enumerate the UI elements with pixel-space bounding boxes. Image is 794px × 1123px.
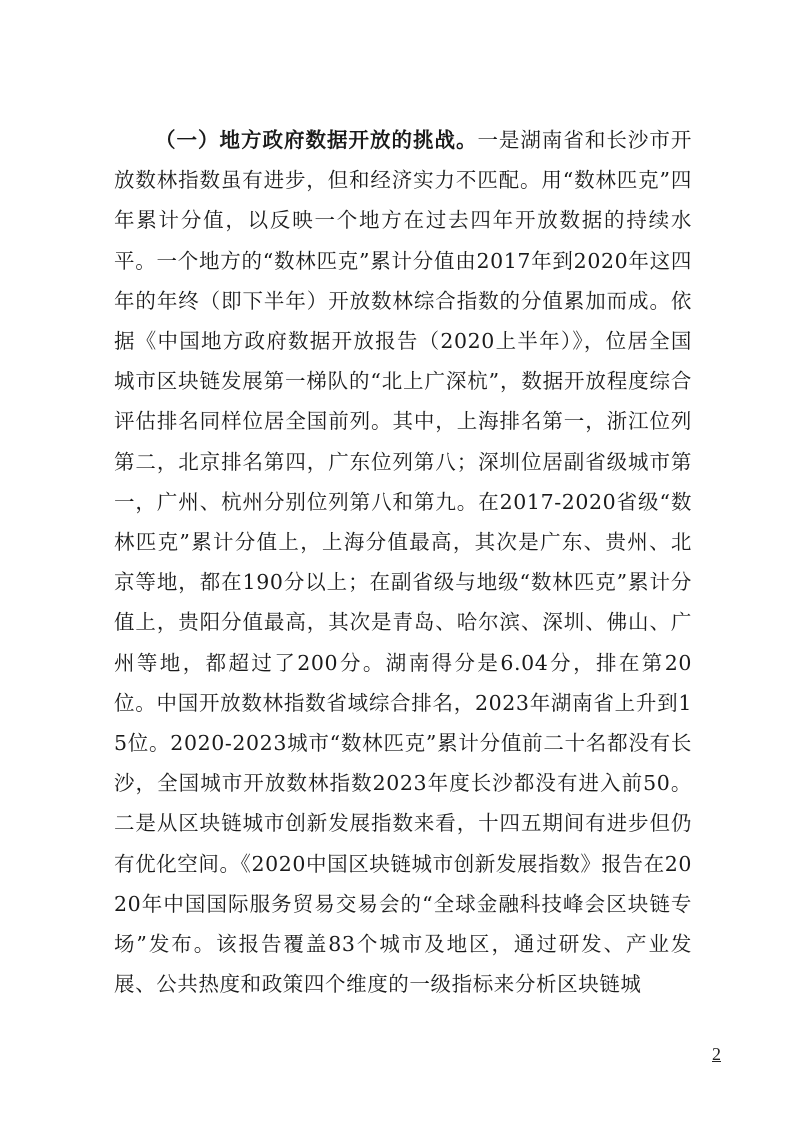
paragraph-text: 一是湖南省和长沙市开放数林指数虽有进步，但和经济实力不匹配。用“数林匹克”四年累计分值，以反映一个地方在过去四年开放数据的持续水平。一个地方的“数林匹克”累计分值由2017年到2020年这四年的年终（即下半年）开放数林综合指数的分值累加而成。依据《中国地方政府数据开放报告（2020上半年）》，位居全国城市区块链发展第一梯队的“北上广深杭”，数据开放程度综合评估排名同样位居全国前列。其中，上海排名第一，浙江位列第二，北京排名第四，广东位列第八；深圳位居副省级城市第一，广州、杭州分别位列第八和第九。在2017-2020省级“数林匹克”累计分值上，上海分值最高，其次是广东、贵州、北京等地，都在190分以上；在副省级与地级“数林匹克”累计分值上，贵阳分值最高，其次是青岛、哈尔滨、深圳、佛山、广州等地，都超过了200分。湖南得分是6.04分，排在第20位。中国开放数林指数省域综合排名，2023年湖南省上升到15位。2020-2023城市“数林匹克”累计分值前二十名都没有长沙，全国城市开放数林指数2023年度长沙都没有进入前50。二是从区块链城市创新发展指数来看，十四五期间有进步但仍有优化空间。《2020中国区块链城市创新发展指数》报告在2020年中国国际服务贸易交易会的“全球金融科技峰会区块链专场”发布。该报告覆盖83个城市及地区，通过研发、产业发展、公共热度和政策四个维度的一级指标来分析区块链城 <box>114 128 693 997</box>
body-paragraph <box>114 120 692 1004</box>
section-heading: （一）地方政府数据开放的挑战。 <box>155 128 478 152</box>
page-number: 2 <box>712 1044 721 1064</box>
